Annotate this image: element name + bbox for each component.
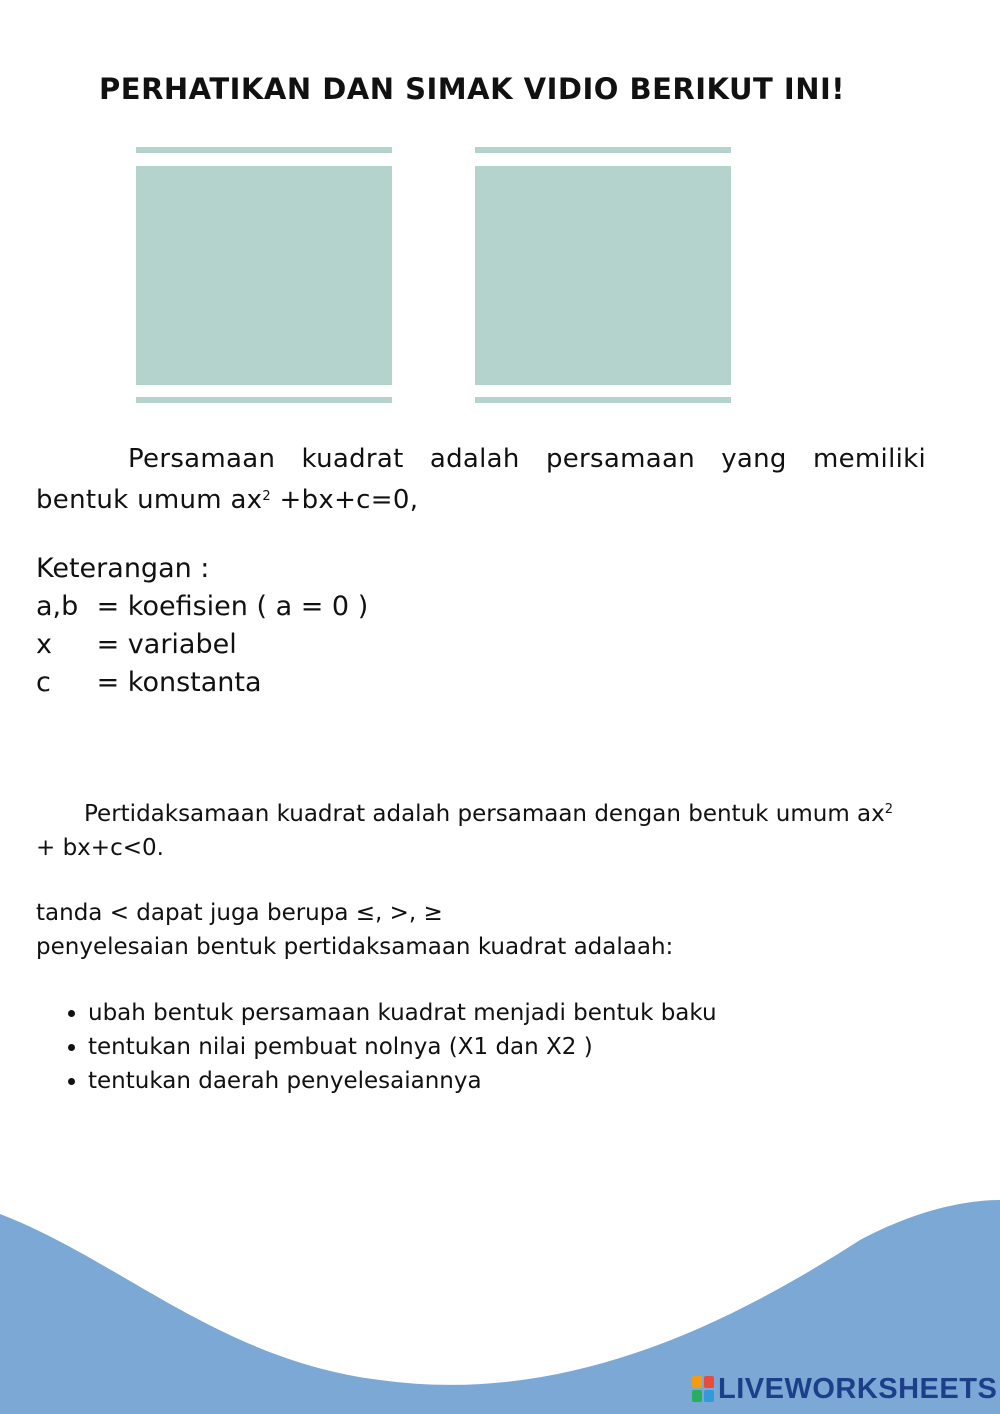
video-top-bar: [475, 147, 731, 153]
keterangan-line: [36, 626, 368, 664]
steps-list: [36, 996, 717, 1098]
list-item: • ubah bentuk persamaan kuadrat menjadi bentuk baku: [88, 996, 717, 1030]
tanda-line: tanda < dapat juga berupa ≤, >, ≥: [36, 900, 443, 926]
page-title: PERHATIKAN DAN SIMAK VIDIO BERIKUT INI!: [99, 72, 845, 106]
keterangan-label: x: [36, 629, 52, 660]
keterangan-line: [36, 664, 368, 702]
list-item: • tentukan nilai pembuat nolnya (X1 dan X2 ): [88, 1030, 717, 1064]
definition-exponent: 2: [262, 489, 271, 504]
inequality-paragraph: [36, 793, 916, 865]
video-bottom-bar: [475, 397, 731, 403]
list-item: • tentukan daerah penyelesaiannya: [88, 1064, 717, 1098]
definition-text: Persamaan kuadrat adalah persamaan yang memiliki bentuk umum ax: [36, 444, 926, 515]
keterangan-heading: Keterangan :: [36, 553, 210, 584]
video-bottom-bar: [136, 397, 392, 403]
video-top-bar: [136, 147, 392, 153]
video-screen[interactable]: [475, 166, 731, 385]
liveworksheets-brand[interactable]: [692, 1372, 997, 1406]
definition-rest: +bx+c=0,: [270, 485, 419, 515]
penyelesaian-line: penyelesaian bentuk pertidaksamaan kuadrat adalaah:: [36, 934, 674, 960]
keterangan-label: c: [36, 667, 51, 698]
keterangan-block: [36, 550, 368, 702]
keterangan-value: = variabel: [96, 629, 237, 660]
video-player-1[interactable]: [136, 147, 392, 405]
inequality-rest: + bx+c<0.: [36, 835, 164, 861]
inequality-exponent: 2: [884, 802, 894, 817]
keterangan-value: = konstanta: [96, 667, 262, 698]
tanda-block: [36, 896, 673, 964]
definition-paragraph: [36, 440, 926, 519]
keterangan-label: a,b: [36, 591, 79, 622]
keterangan-value: = koefisien ( a = 0 ): [96, 591, 369, 622]
video-player-2[interactable]: [475, 147, 731, 405]
inequality-text: Pertidaksamaan kuadrat adalah persamaan dengan bentuk umum ax: [84, 801, 885, 827]
liveworksheets-logo-icon: [692, 1376, 714, 1402]
brand-text: LIVEWORKSHEETS: [718, 1372, 998, 1405]
video-screen[interactable]: [136, 166, 392, 385]
keterangan-line: [36, 588, 368, 626]
